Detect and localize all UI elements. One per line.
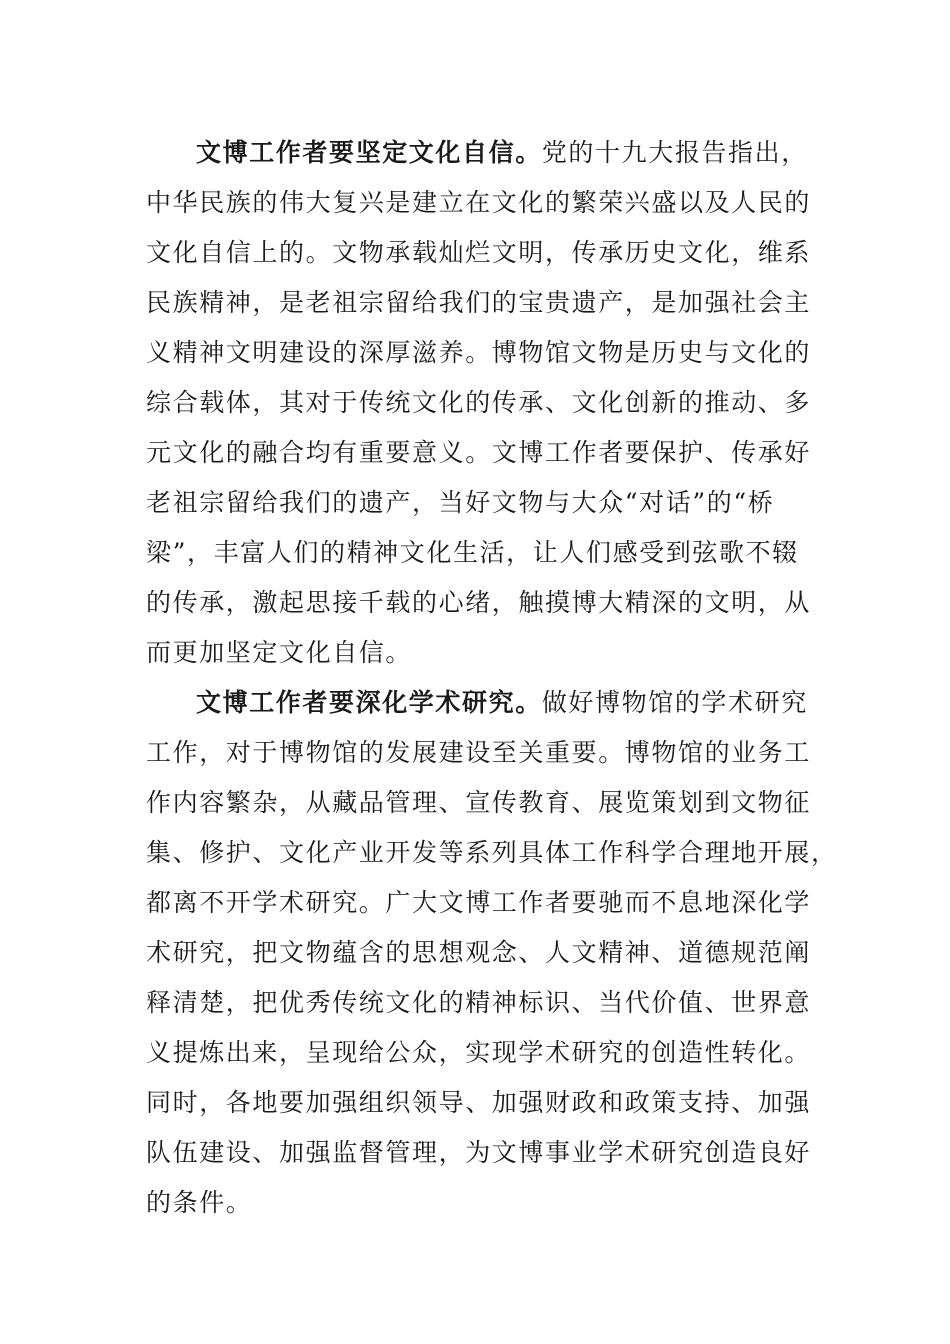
text-line: 释清楚，把优秀传统文化的精神标识、当代价值、世界意 — [146, 988, 812, 1017]
paragraph-first-line — [146, 678, 806, 728]
text-line: 老祖宗留给我们的遗产，当好文物与大众“对话”的“桥 — [146, 488, 775, 517]
text-line: 义提炼出来，呈现给公众，实现学术研究的创造性转化。 — [146, 1038, 812, 1067]
text-line: 而更加坚定文化自信。 — [146, 638, 413, 667]
text-line: 综合载体，其对于传统文化的传承、文化创新的推动、多 — [146, 388, 812, 417]
text-line: 民族精神，是老祖宗留给我们的宝贵遗产，是加强社会主 — [146, 288, 812, 317]
document-body — [146, 128, 838, 1228]
text-line: 术研究，把文物蕴含的思想观念、人文精神、道德规范阐 — [146, 938, 812, 967]
paragraph-first-line — [146, 128, 806, 178]
text-line: 集、修护、文化产业开发等系列具体工作科学合理地开展， — [146, 838, 838, 867]
text-line: 队伍建设、加强监督管理，为文博事业学术研究创造良好 — [146, 1138, 812, 1167]
paragraph-academic-research — [146, 678, 838, 1228]
text-line: 的传承，激起思接千载的心绪，触摸博大精深的文明，从 — [146, 588, 812, 617]
text-line: 梁”，丰富人们的精神文化生活，让人们感受到弦歌不辍 — [146, 538, 799, 567]
text-line: 的条件。 — [146, 1188, 253, 1217]
paragraph-cultural-confidence — [146, 128, 812, 678]
text-line: 元文化的融合均有重要意义。文博工作者要保护、传承好 — [146, 438, 812, 467]
text-line: 义精神文明建设的深厚滋养。博物馆文物是历史与文化的 — [146, 338, 812, 367]
paragraph-lead-heading: 文博工作者要深化学术研究。 — [196, 688, 542, 717]
paragraph-lead-heading: 文博工作者要坚定文化自信。 — [196, 138, 542, 167]
text-line: 作内容繁杂，从藏品管理、宣传教育、展览策划到文物征 — [146, 788, 812, 817]
text-line: 文化自信上的。文物承载灿烂文明，传承历史文化，维系 — [146, 238, 812, 267]
text-line: 党的十九大报告指出， — [541, 138, 808, 167]
text-line: 都离不开学术研究。广大文博工作者要驰而不息地深化学 — [146, 888, 812, 917]
text-line: 同时，各地要加强组织领导、加强财政和政策支持、加强 — [146, 1088, 812, 1117]
text-line: 工作，对于博物馆的发展建设至关重要。博物馆的业务工 — [146, 738, 812, 767]
text-line: 做好博物馆的学术研究 — [541, 688, 808, 717]
text-line: 中华民族的伟大复兴是建立在文化的繁荣兴盛以及人民的 — [146, 188, 812, 217]
